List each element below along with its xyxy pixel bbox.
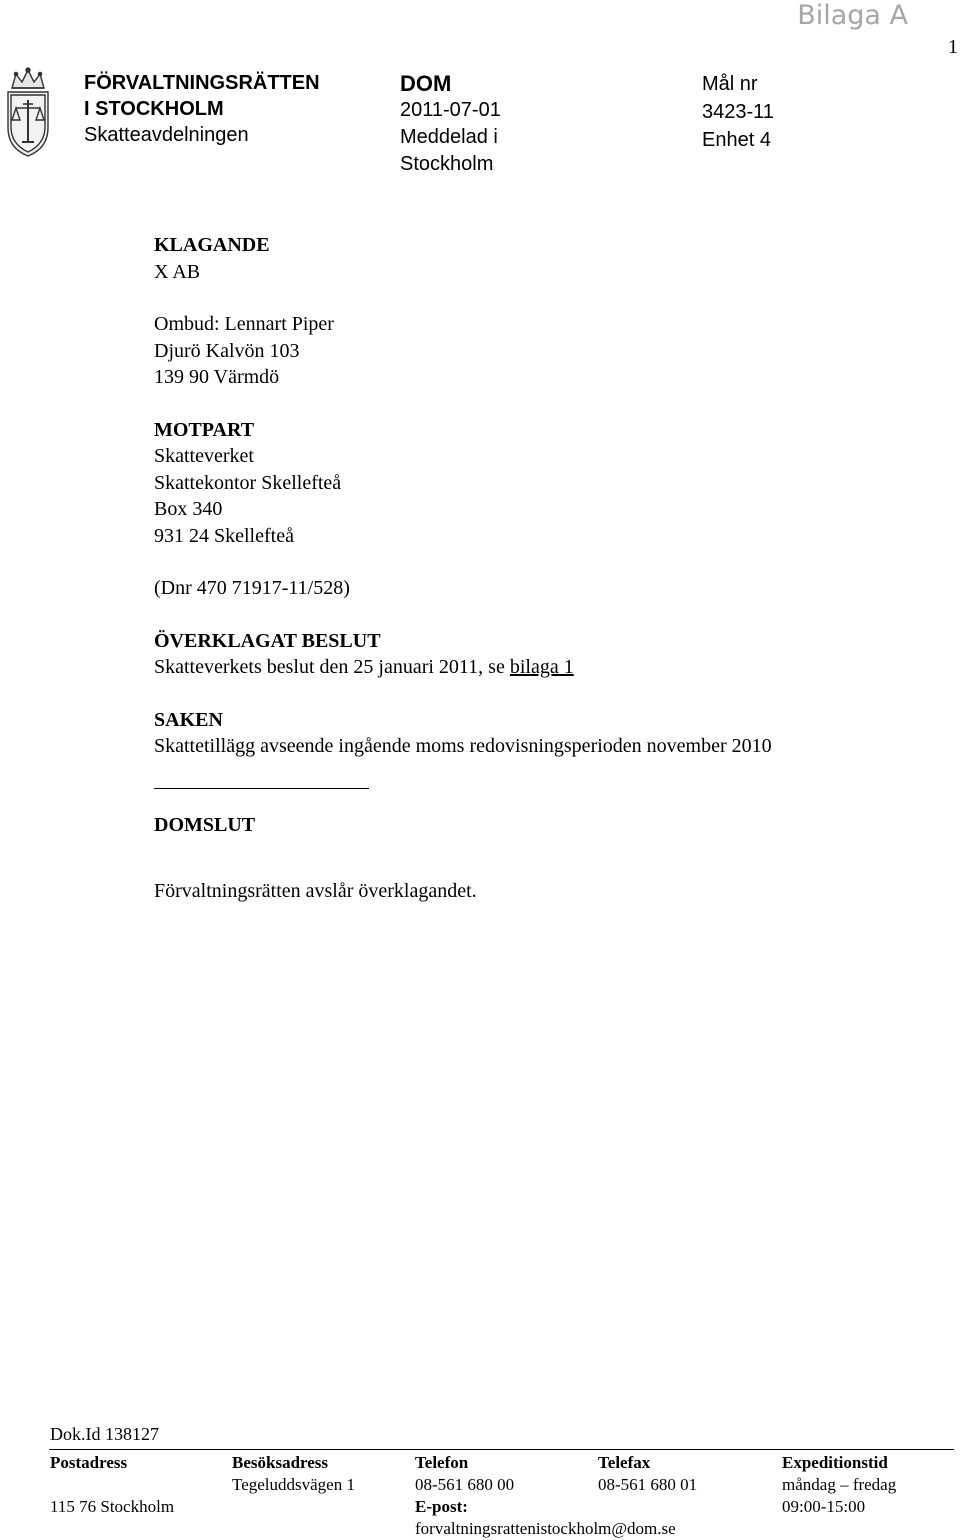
counsel-name: Ombud: Lennart Piper [154, 313, 334, 335]
court-name-block [84, 70, 320, 148]
document-type-block [400, 70, 501, 178]
appellant-heading: KLAGANDE [154, 234, 270, 256]
court-division: Skatteavdelningen [84, 124, 249, 146]
court-name-line1: FÖRVALTNINGSRÄTTEN [84, 72, 320, 94]
email-label: E-post: [415, 1497, 468, 1516]
attachment-link[interactable]: bilaga 1 [509, 656, 574, 678]
email-value[interactable]: forvaltningsrattenistockholm@dom.se [415, 1519, 676, 1538]
appealed-decision-heading: ÖVERKLAGAT BESLUT [154, 629, 381, 652]
page-number: 1 [948, 36, 958, 58]
document-id: Dok.Id 138127 [50, 1424, 159, 1444]
phone-label: Telefon [415, 1453, 469, 1472]
respondent-box: Box 340 [154, 498, 223, 520]
judgment-date: 2011-07-01 [400, 99, 501, 121]
bilaga-watermark: Bilaga A [797, 0, 908, 31]
document-type: DOM [400, 71, 452, 96]
visit-label: Besöksadress [232, 1453, 329, 1472]
coat-of-arms-logo [2, 66, 54, 162]
counsel-address-line2: 139 90 Värmdö [154, 366, 280, 388]
ruling-text: Förvaltningsrätten avslår överklagandet. [154, 880, 477, 902]
appealed-decision-text [154, 654, 844, 681]
announced-line1: Meddelad i [400, 126, 498, 148]
postal-value: 115 76 Stockholm [50, 1497, 175, 1516]
hours-label: Expeditionstid [782, 1453, 888, 1472]
fax-label: Telefax [598, 1453, 651, 1472]
footer-fax [598, 1452, 697, 1496]
respondent-name: Skatteverket [154, 445, 254, 467]
respondent-city: 931 24 Skellefteå [154, 524, 294, 547]
case-number: 3423-11 [702, 101, 774, 123]
phone-value: 08-561 680 00 [415, 1475, 515, 1494]
court-name-line2: I STOCKHOLM [84, 98, 224, 120]
appealed-decision-prefix: Skatteverkets beslut den 25 januari 2011, se [154, 656, 510, 678]
ruling-heading: DOMSLUT [154, 813, 256, 836]
announced-line2: Stockholm [400, 153, 494, 175]
respondent-heading: MOTPART [154, 418, 255, 441]
appellant-name: X AB [154, 260, 201, 283]
unit: Enhet 4 [702, 129, 771, 151]
postal-label: Postadress [50, 1453, 128, 1472]
reference-number: (Dnr 470 71917-11/528) [154, 577, 350, 599]
case-label: Mål nr [702, 73, 758, 95]
footer-hours [782, 1452, 896, 1518]
case-number-block [702, 70, 774, 154]
matter-text: Skattetillägg avseende ingående moms redovisningsperioden november 2010 [154, 735, 772, 757]
respondent-office: Skattekontor Skellefteå [154, 471, 342, 494]
fax-value: 08-561 680 01 [598, 1475, 698, 1494]
footer-visit [232, 1452, 355, 1496]
matter-heading: SAKEN [154, 708, 223, 731]
hours-days: måndag – fredag [782, 1475, 897, 1494]
document-body [154, 232, 844, 905]
footer-postal [50, 1452, 174, 1518]
hours-time: 09:00-15:00 [782, 1497, 866, 1516]
footer-rule [49, 1449, 954, 1450]
counsel-address-line1: Djurö Kalvön 103 [154, 339, 300, 362]
visit-value: Tegeluddsvägen 1 [232, 1475, 355, 1494]
